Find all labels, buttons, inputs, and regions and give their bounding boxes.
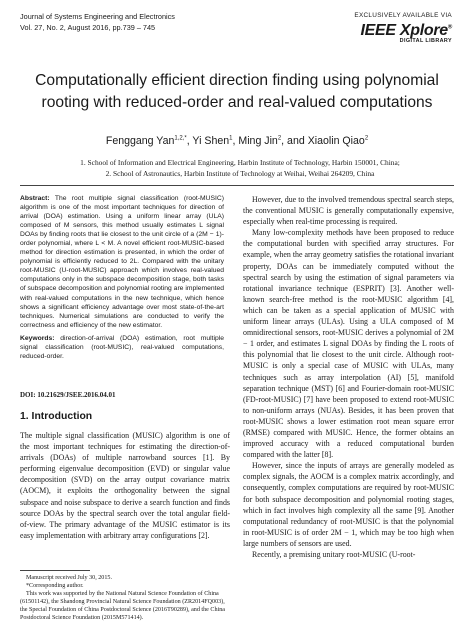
author-name: Fenggang Yan <box>105 135 175 147</box>
section-heading: 1. Introduction <box>20 411 93 422</box>
doi-label: DOI: <box>20 391 36 399</box>
paragraph: Many low-complexity methods have been proposed to reduce the computational burden with specified array structures. For example, when the array geometry satisfies the rotational invariant property, DOAs can be immediately computed without the spectral search by using the estimation of signal parameters via rotational invariance technique (ESPRIT) [3]. Another well-known search-free method is the root-MUSIC algorithm [4], which can be taken as a special application of MUSIC with uniform linear arrays (ULAs). Using a ULA composed of M omnidirectional sensors, root-MUSIC derives a polynomial of 2M − 1 order, and estimates L signal DOAs by finding the L roots of this polynomial that lie closest to the unit circle. Although root-MUSIC is only a special case of MUSIC with ULAs, many techniques such as array interpolation (AI) [5], manifold separation technique (MST) [6] and Fourier-domain root-MUSIC (FD-root-MUSIC) [7] have been proposed to extend root-MUSIC to non-uniform arrays (NUAs). Besides, it has been proven that root-MUSIC shows a lower estimation root mean square error (RMSE) compared with MUSIC. Hence, the former obtains an improved accuracy with a reduced computational burden compared with the latter [8]. <box>243 228 454 460</box>
doi-line <box>20 391 116 399</box>
paragraph: Recently, a premising unitary root-MUSIC (U-root- <box>252 550 416 559</box>
author-affiliation-mark: 1 <box>229 135 233 142</box>
affiliation-2: 2. School of Astronautics, Harbin Institute of Technology at Weihai, Weihai 264209, China <box>105 169 375 178</box>
journal-header <box>20 12 175 33</box>
logo-subtitle: DIGITAL LIBRARY <box>399 38 452 44</box>
abstract-block <box>20 194 224 361</box>
header-divider <box>20 185 454 186</box>
author-name: Xiaolin Qiao <box>307 135 365 147</box>
footnote-corresponding: *Corresponding author. <box>26 583 84 590</box>
paper-title <box>20 70 454 114</box>
journal-volume: Vol. 27, No. 2, August 2016, pp.739 – 745 <box>20 22 156 32</box>
title-line-1: Computationally efficient direction finding using polynomial <box>35 72 439 89</box>
affiliation-1: 1. School of Information and Electrical Engineering, Harbin Institute of Technology, Harbin 150001, China; <box>80 158 400 167</box>
author-affiliation-mark: 2 <box>277 135 282 142</box>
title-line-2: rooting with reduced-order and real-valued computations <box>41 94 433 111</box>
author-affiliation-mark: 2 <box>364 135 369 142</box>
exclusive-label: EXCLUSIVELY AVAILABLE VIA <box>354 12 452 19</box>
paragraph: However, since the inputs of arrays are generally modeled as complex signals, the AOCM is a complex matrix accordingly, and consequently, complex computations are required by root-MUSIC for both subspace decomposition and polynomial rooting stages, which in fact involves high complexity all the same [9]. Another computational redundancy of root-MUSIC is that the polynomial in root-MUSIC is of order 2M − 1, which may be too high when large numbers of sensors are used. <box>243 461 454 548</box>
author-affiliation-mark: 1,2,* <box>174 135 187 142</box>
author-name: Ming Jin <box>238 135 278 147</box>
right-column <box>243 194 454 560</box>
abstract-label: Abstract: <box>20 195 50 202</box>
affiliations <box>30 157 450 179</box>
intro-paragraph: The multiple signal classification (MUSIC) algorithm is one of the most important techniques for estimating the direction-of-arrivals (DOAs) of multiple narrowband sources [1]. By performing eigenvalue decomposition (EVD) or singular value decomposition (SVD) on the array output covariance matrix (AOCM), it exploits the orthogonality between the signal subspace and noise subspace to derive a search function and finds source DOAs by the spectral search over the total angular field-of-view. The primary advantage of the MUSIC estimator is its easy implementation with arbitrary array configurations [2]. <box>20 431 230 540</box>
author-name: Yi Shen <box>192 135 230 147</box>
abstract-text: The root multiple signal classification (root-MUSIC) algorithm is one of the most important techniques for direction of arrival (DOA) estimation. Using a uniform linear array (ULA) composed of M sensors, this method usually estimates L signal DOAs by finding roots that lie closest to the unit circle of a (2M − 1)-order polynomial, where L < M. A novel efficient root-MUSIC-based method for direction estimation is presented, in which the order of polynomial is efficiently reduced to 2L. Compared with the unitary root-MUSIC (U-root-MUSIC) approach which involves real-valued computations only in the subspace decomposition stage, both tasks of subspace decomposition and polynomial rooting are implemented with real-valued computations in the new technique, which hence shows a significant efficiency advantage over most state-of-the-art techniques. Numerical simulations are conducted to verify the correctness and efficiency of the new estimator. <box>20 195 224 329</box>
journal-name: Journal of Systems Engineering and Electronics <box>20 12 175 21</box>
keywords-text: direction-of-arrival (DOA) estimation, root multiple signal classification (root-MUSIC), real-valued computations, reduced-order. <box>20 334 224 360</box>
logo-registered-mark: ® <box>447 24 452 31</box>
keywords-label: Keywords: <box>20 334 55 342</box>
author-list: Fenggang Yan$^{1,2,*}$, Yi Shen$^1$, Ming Jin$^2$, and Xiaolin Qiao$^2$ <box>105 135 369 147</box>
footnotes <box>20 574 230 623</box>
paragraph: However, due to the involved tremendous spectral search steps, the conventional MUSIC is generally computationally expensive, especially when real-time processing is required. <box>243 195 454 227</box>
footnote-funding: This work was supported by the National Natural Science Foundation of China (61501142), the Shandong Provincial Natural Science Foundation (ZR2014FQ003), the Special Foundation of China Postdoctoral Science (2016T90289), and the China Postdoctoral Science Foundation (2015M571414). <box>20 591 225 622</box>
footnote-received: Manuscript received July 30, 2015. <box>26 575 112 581</box>
logo-text: IEEE Xplore <box>360 22 448 39</box>
doi-value: 10.21629/JSEE.2016.04.01 <box>37 391 116 399</box>
footnote-divider <box>20 570 90 571</box>
ieee-xplore-logo <box>360 22 452 44</box>
